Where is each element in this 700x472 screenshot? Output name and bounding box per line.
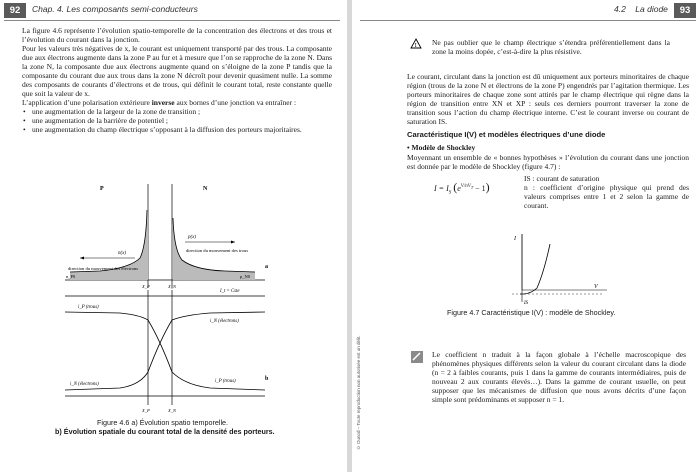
- list-item: • une augmentation de la barrière de potentiel ;: [32, 116, 332, 125]
- paragraph-application: L’application d’une polarisation extérieure inverse aux bornes d’une jonction va entraîner :: [22, 98, 297, 107]
- ip-trous-label: i_P (trous): [78, 305, 99, 310]
- warning-icon: [410, 38, 422, 49]
- paragraph-shockley: Moyennant un ensemble de « bonnes hypothèses » l’évolution du courant dans une jonction est donnée par le modèle de Shockley (figure 4.7) :: [407, 153, 689, 171]
- in-electrons-label: i_N (électrons): [210, 319, 239, 324]
- right-header-rule: [360, 20, 696, 21]
- arrow-trous-head: [231, 241, 235, 244]
- paragraph-figure-intro: La figure 4.6 représente l’évolution spatio-temporelle de la concentration des électrons et des trous et l’évolution du courant dans la jonction.: [22, 26, 332, 44]
- right-page: [352, 0, 700, 472]
- label-n: N: [203, 186, 208, 192]
- xn-label-a: X_N: [168, 284, 177, 289]
- paragraph-minority-carriers: Le courant, circulant dans la jonction est dû uniquement aux porteurs minoritaires de chaque région (trous de la zone N et électrons de la zone P) engendrés par l’agitation thermique. Les porteurs minoritaires de chaque zone sont attirés par le champ électrique qui règne dans la région de transition entre XN et XP : seuls ces derniers pourront traverser la zone de transition sous l’action du champ électrique interne. C’est le courant inverse ou courant de saturation IS.: [407, 72, 689, 126]
- in-electrons-left-label: i_N (électrons): [70, 382, 99, 387]
- arrow-electrons-head: [80, 257, 84, 260]
- xn-label-b: X_N: [168, 408, 177, 413]
- figure-4-7: [502, 232, 612, 307]
- p-n0-label: p_N0: [240, 274, 250, 279]
- p-x-label: p(x): [188, 235, 197, 240]
- figure-4-7-caption: Figure 4.7 Caractéristique I(V) : modèle de Shockley.: [447, 308, 616, 317]
- svg-text:!: !: [414, 43, 417, 49]
- n-p0-label: n_P0: [66, 274, 76, 279]
- label-p: P: [100, 186, 104, 192]
- paragraph-current-description: Pour les valeurs très négatives de x, le courant est uniquement transporté par des trous. La composante due aux électrons augmente dans la zone P au fur et à mesure que l’on se rapproche de la zone N. Dans la zone N, la composante due aux électrons augmente quand on s’éloigne de la zone P tandis que la composante du courant due aux trous dans la zone N décroît pour devenir quasiment nulle. La somme des composants de courants d’électrons et de trous, qui définit le courant total, reste constante quelle que soit la valeur de x.: [22, 44, 332, 98]
- n-x-label: n(x): [118, 251, 127, 256]
- dir-trous-label: direction du mouvement des trous: [186, 248, 248, 253]
- list-item: • une augmentation du champ électrique s’opposant à la diffusion des porteurs majoritaires.: [32, 125, 332, 134]
- xp-label-b: X_P: [142, 408, 150, 413]
- left-body-text: [22, 26, 332, 134]
- graph-v-label: V: [594, 284, 598, 290]
- shockley-heading: • Modèle de Shockley: [407, 143, 476, 152]
- graph-is-label: IS: [524, 301, 529, 306]
- pencil-note-icon: [410, 350, 424, 364]
- left-page-number: 92: [4, 3, 26, 18]
- bullet-list: [22, 107, 332, 134]
- copyright-side-note: © Dunod – Toute reproduction non autorisée est un délit.: [356, 335, 361, 450]
- xp-label-a: X_P: [142, 284, 150, 289]
- left-running-header: Chap. 4. Les composants semi-conducteurs: [32, 4, 198, 14]
- label-b: b: [265, 376, 269, 382]
- equation-notes: IS : courant de saturation n : coefficient d’origine physique qui prend des valeurs comprises entre 1 et 2 selon la gamme de courant.: [524, 174, 689, 210]
- iv-curve: [520, 244, 550, 294]
- ip-trous-right-label: i_P (trous): [215, 379, 236, 384]
- graph-i-label: I: [514, 236, 516, 242]
- total-current-label: I_t = Cste: [220, 289, 240, 294]
- right-running-header: 4.2 La diode: [614, 4, 668, 14]
- figure-4-6: [60, 180, 290, 415]
- left-page: [0, 0, 348, 472]
- section-heading: Caractéristique I(V) et modèles électriques d’une diode: [407, 130, 606, 139]
- list-item: • une augmentation de la largeur de la zone de transition ;: [32, 107, 332, 116]
- figure-4-6-caption: Figure 4.6 a) Évolution spatio temporelle. b) Évolution spatiale du courant total de la densité des porteurs.: [55, 418, 275, 436]
- left-header-rule: [4, 20, 340, 21]
- shockley-equation: $I = I_S$ $(e^{V/nV_T} - 1)$: [434, 180, 490, 196]
- note-coefficient-n: Le coefficient n traduit à la façon globale à l’échelle macroscopique des phénomènes physiques différents selon la valeur du courant circulant dans la diode (n = 2 à faibles courants, puis 1 dans la gamme de courants intermédiaires, puis de nouveau 2 aux courants élevés…). Dans la gamme de courant usuelle, on peut supposer que les mécanismes de diffusion que nous avons décrits d’une façon simple sont prédominants et supposer n = 1.: [432, 350, 686, 404]
- label-a: a: [265, 264, 268, 270]
- dir-electrons-label: direction du mouvement des électrons: [68, 266, 138, 271]
- right-page-number: 93: [674, 3, 696, 18]
- note-electric-field: Ne pas oublier que le champ électrique s’étendra préférentiellement dans la zone la moins dopée, c’est-à-dire la plus résistive.: [432, 38, 670, 56]
